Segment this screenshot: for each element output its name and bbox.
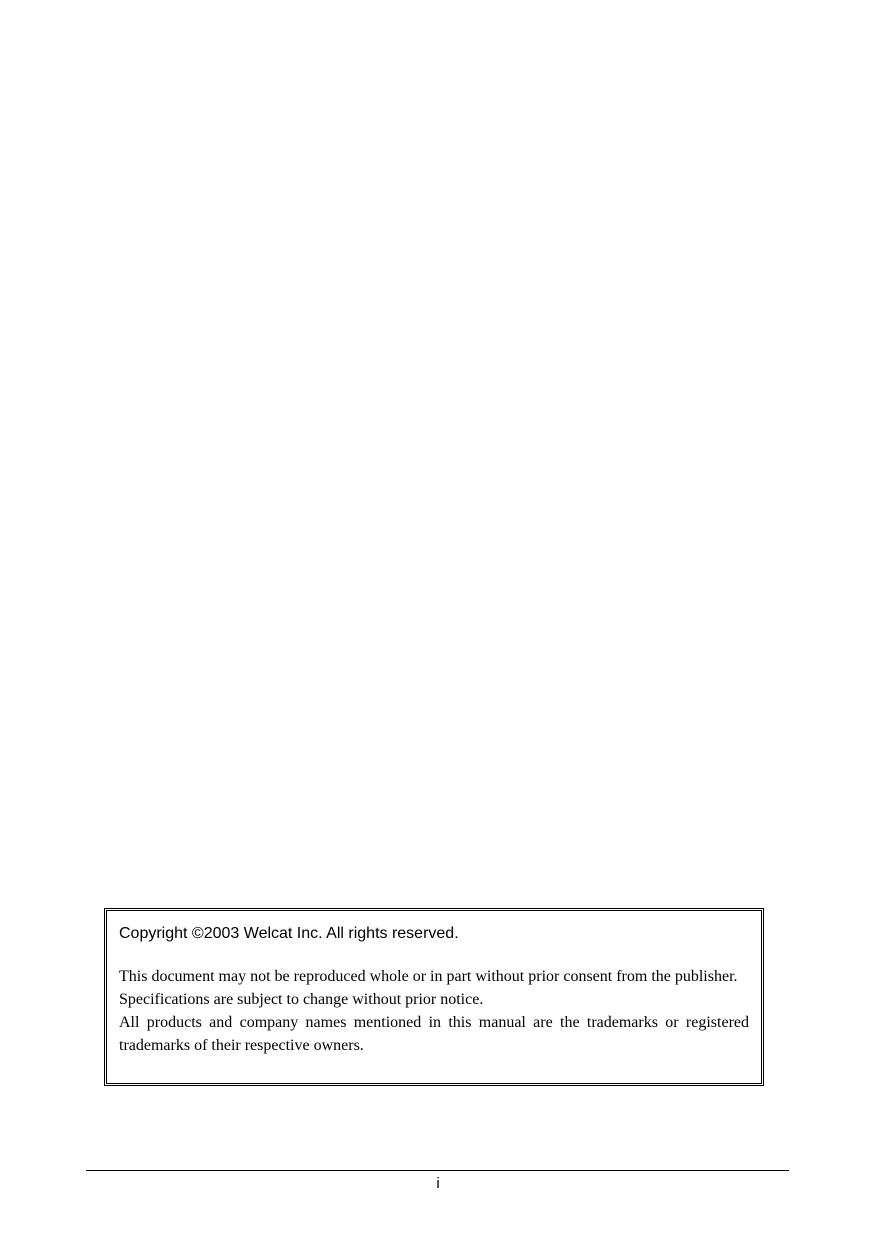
footer-divider (86, 1170, 789, 1171)
copyright-notice-box (104, 908, 764, 1086)
trademarks-notice: All products and company names mentioned in this manual are the trademarks or registered trademarks of their respective owners. (119, 1014, 749, 1054)
copyright-line: Copyright ©2003 Welcat Inc. All rights reserved. (119, 925, 459, 942)
reproduction-notice: This document may not be reproduced whole or in part without prior consent from the publisher. (119, 968, 738, 985)
specifications-notice: Specifications are subject to change without prior notice. (119, 991, 484, 1008)
page-number: i (436, 1175, 440, 1192)
